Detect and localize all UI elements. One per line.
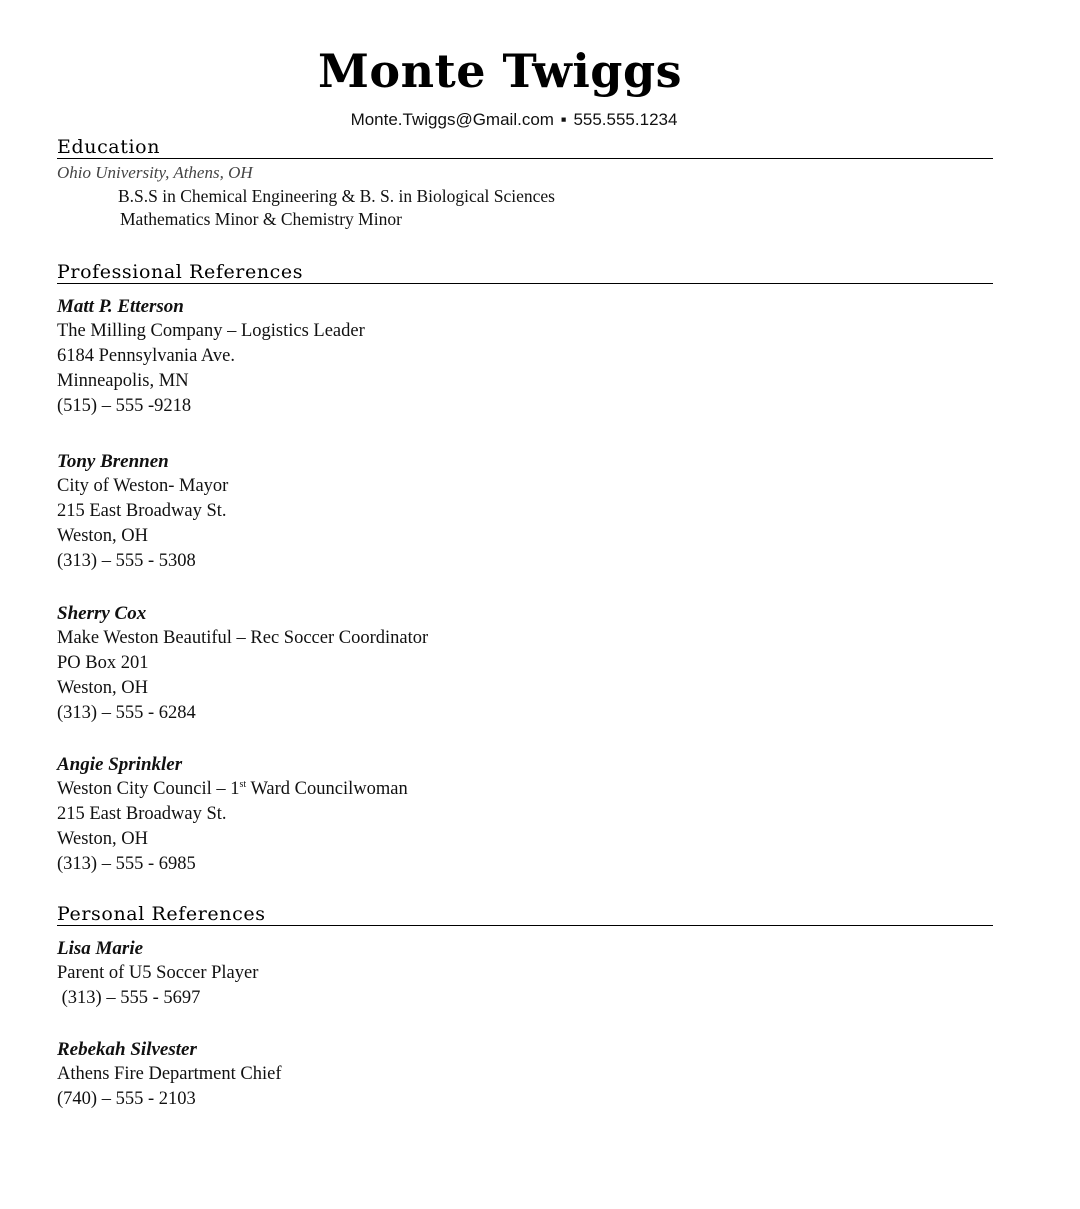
reference-name: Angie Sprinkler bbox=[57, 754, 183, 775]
reference-entry bbox=[57, 752, 408, 877]
reference-name: Rebekah Silvester bbox=[57, 1039, 197, 1060]
reference-address: PO Box 201 bbox=[57, 653, 149, 673]
reference-title: Athens Fire Department Chief bbox=[57, 1064, 282, 1084]
reference-phone: (313) – 555 - 5697 bbox=[57, 988, 201, 1008]
reference-title: Make Weston Beautiful – Rec Soccer Coordinator bbox=[57, 628, 429, 648]
reference-phone: (515) – 555 -9218 bbox=[57, 396, 192, 416]
separator-bullet: ▪ bbox=[560, 110, 567, 129]
reference-address: 215 East Broadway St. bbox=[57, 804, 227, 824]
reference-name: Lisa Marie bbox=[57, 938, 144, 959]
reference-title: Parent of U5 Soccer Player bbox=[57, 963, 259, 983]
contact-line bbox=[0, 110, 1028, 130]
reference-entry bbox=[57, 936, 258, 1011]
reference-phone: (313) – 555 - 5308 bbox=[57, 551, 196, 571]
reference-phone: (313) – 555 - 6985 bbox=[57, 854, 196, 874]
reference-name: Sherry Cox bbox=[57, 603, 147, 624]
reference-entry bbox=[57, 1037, 282, 1112]
reference-entry bbox=[57, 601, 428, 726]
reference-address: 6184 Pennsylvania Ave. bbox=[57, 346, 235, 366]
reference-city: Minneapolis, MN bbox=[57, 371, 189, 391]
reference-entry bbox=[57, 294, 365, 419]
reference-title: City of Weston- Mayor bbox=[57, 476, 229, 496]
education-school: Ohio University, Athens, OH bbox=[57, 163, 253, 182]
reference-title: Weston City Council – 1st Ward Councilwoman bbox=[57, 778, 408, 799]
reference-city: Weston, OH bbox=[57, 678, 149, 698]
ordinal-superscript: st bbox=[239, 778, 247, 790]
email-text: Monte.Twiggs@Gmail.com bbox=[350, 110, 554, 129]
phone-text: 555.555.1234 bbox=[573, 110, 678, 129]
reference-city: Weston, OH bbox=[57, 526, 149, 546]
personal-references-heading: Personal References bbox=[57, 903, 993, 926]
reference-city: Weston, OH bbox=[57, 829, 149, 849]
reference-entry bbox=[57, 449, 228, 574]
reference-name: Tony Brennen bbox=[57, 451, 169, 472]
education-degree: B.S.S in Chemical Engineering & B. S. in Biological Sciences bbox=[118, 186, 555, 206]
reference-phone: (313) – 555 - 6284 bbox=[57, 703, 196, 723]
reference-phone: (740) – 555 - 2103 bbox=[57, 1089, 196, 1109]
resume-name: Monte Twiggs bbox=[317, 44, 683, 98]
reference-name: Matt P. Etterson bbox=[57, 296, 184, 317]
education-minors: Mathematics Minor & Chemistry Minor bbox=[120, 209, 402, 229]
professional-references-heading: Professional References bbox=[57, 261, 993, 284]
education-heading: Education bbox=[57, 136, 993, 159]
reference-title: The Milling Company – Logistics Leader bbox=[57, 321, 365, 341]
reference-address: 215 East Broadway St. bbox=[57, 501, 227, 521]
